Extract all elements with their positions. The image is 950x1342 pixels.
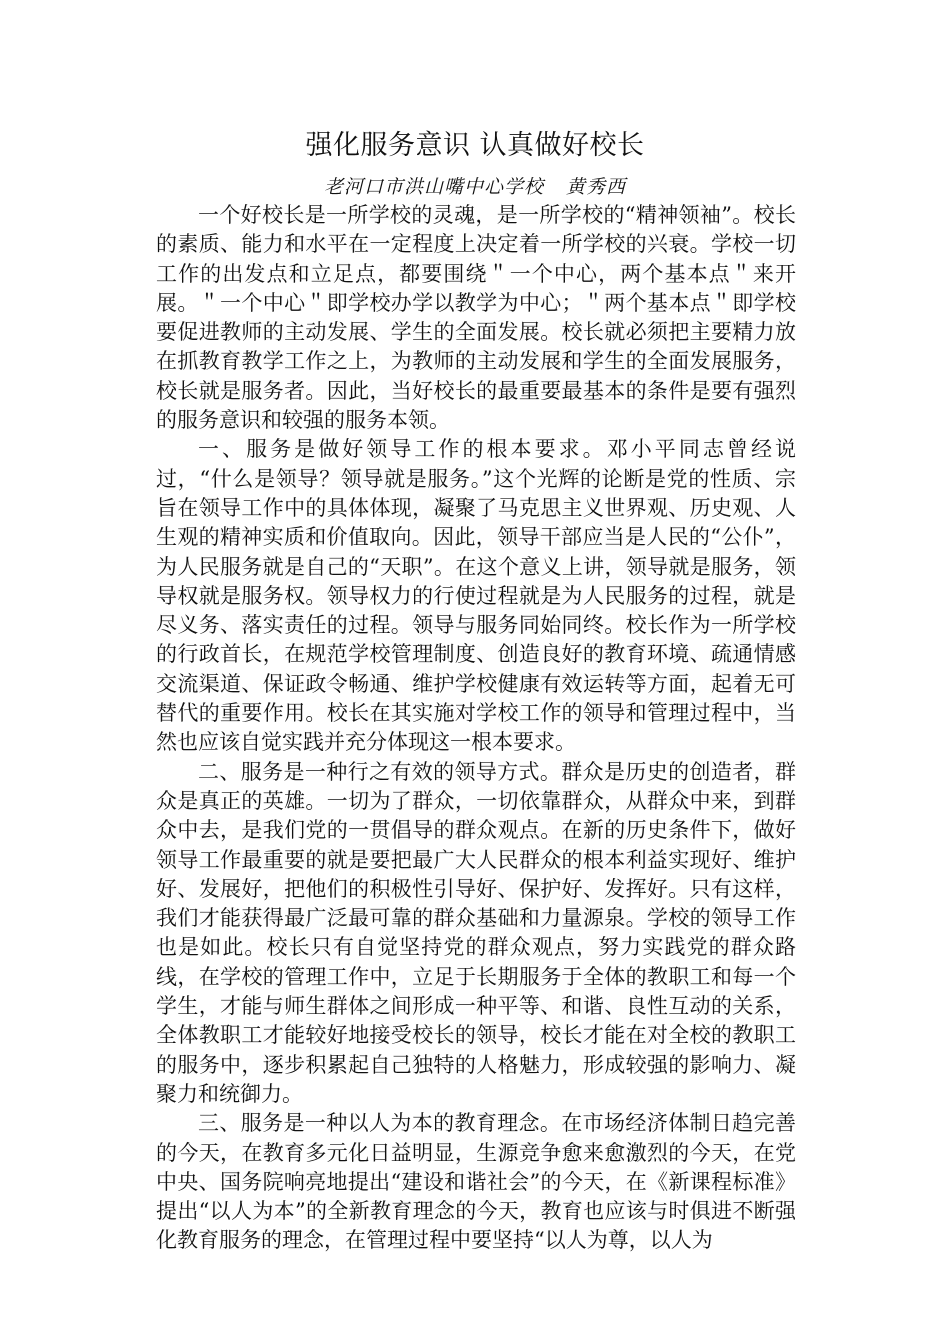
paragraph-section-1: 一、服务是做好领导工作的根本要求。邓小平同志曾经说过，“什么是领导？领导就是服务。”这个光辉的论断是党的性质、宗旨在领导工作中的具体体现，凝聚了马克思主义世界观、历史观、人生观的精神实质和价值取向。因此，领导干部应当是人民的“公仆”，为人民服务就是自己的“天职”。在这个意义上讲，领导就是服务，领导权就是服务权。领导权力的行使过程就是为人民服务的过程，就是尽义务、落实责任的过程。领导与服务同始同终。校长作为一所学校的行政首长，在规范学校管理制度、创造良好的教育环境、疏通情感交流渠道、保证政令畅通、维护学校健康有效运转等方面，起着无可替代的重要作用。校长在其实施对学校工作的领导和管理过程中，当然也应该自觉实践并充分体现这一根本要求。: [156, 437, 796, 755]
author-name: 黄秀西: [566, 176, 627, 198]
paragraph-section-3: 三、服务是一种以人为本的教育理念。在市场经济体制日趋完善的今天，在教育多元化日益明显，生源竞争愈来愈激烈的今天，在党中央、国务院响亮地提出“建设和谐社会”的今天，在《新课程标准》提出“以人为本”的全新教育理念的今天，教育也应该与时俱进不断强化教育服务的理念，在管理过程中要坚持“以人为尊，以人为: [156, 1111, 796, 1253]
paragraph-intro: 一个好校长是一所学校的灵魂，是一所学校的“精神领袖”。校长的素质、能力和水平在一定程度上决定着一所学校的兴衰。学校一切工作的出发点和立足点，都要围绕＂一个中心，两个基本点＂来开展。＂一个中心＂即学校办学以教学为中心；＂两个基本点＂即学校要促进教师的主动发展、学生的全面发展。校长就必须把主要精力放在抓教育教学工作之上，为教师的主动发展和学生的全面发展服务，校长就是服务者。因此，当好校长的最重要最基本的条件是要有强烈的服务意识和较强的服务本领。: [156, 203, 796, 433]
document-byline: [0, 172, 950, 202]
paragraph-section-2: 二、服务是一种行之有效的领导方式。群众是历史的创造者，群众是真正的英雄。一切为了群众，一切依靠群众，从群众中来，到群众中去，是我们党的一贯倡导的群众观点。在新的历史条件下，做好领导工作最重要的就是要把最广大人民群众的根本利益实现好、维护好、发展好，把他们的积极性引导好、保护好、发挥好。只有这样，我们才能获得最广泛最可靠的群众基础和力量源泉。学校的领导工作也是如此。校长只有自觉坚持党的群众观点，努力实践党的群众路线，在学校的管理工作中，立足于长期服务于全体的教职工和每一个学生，才能与师生群体之间形成一种平等、和谐、良性互动的关系，全体教职工才能较好地接受校长的领导，校长才能在对全校的教职工的服务中，逐步积累起自己独特的人格魅力，形成较强的影响力、凝聚力和统御力。: [156, 759, 796, 1106]
author-organization: 老河口市洪山嘴中心学校: [323, 176, 544, 198]
document-title: 强化服务意识 认真做好校长: [305, 130, 645, 161]
document-body: [156, 201, 796, 1256]
